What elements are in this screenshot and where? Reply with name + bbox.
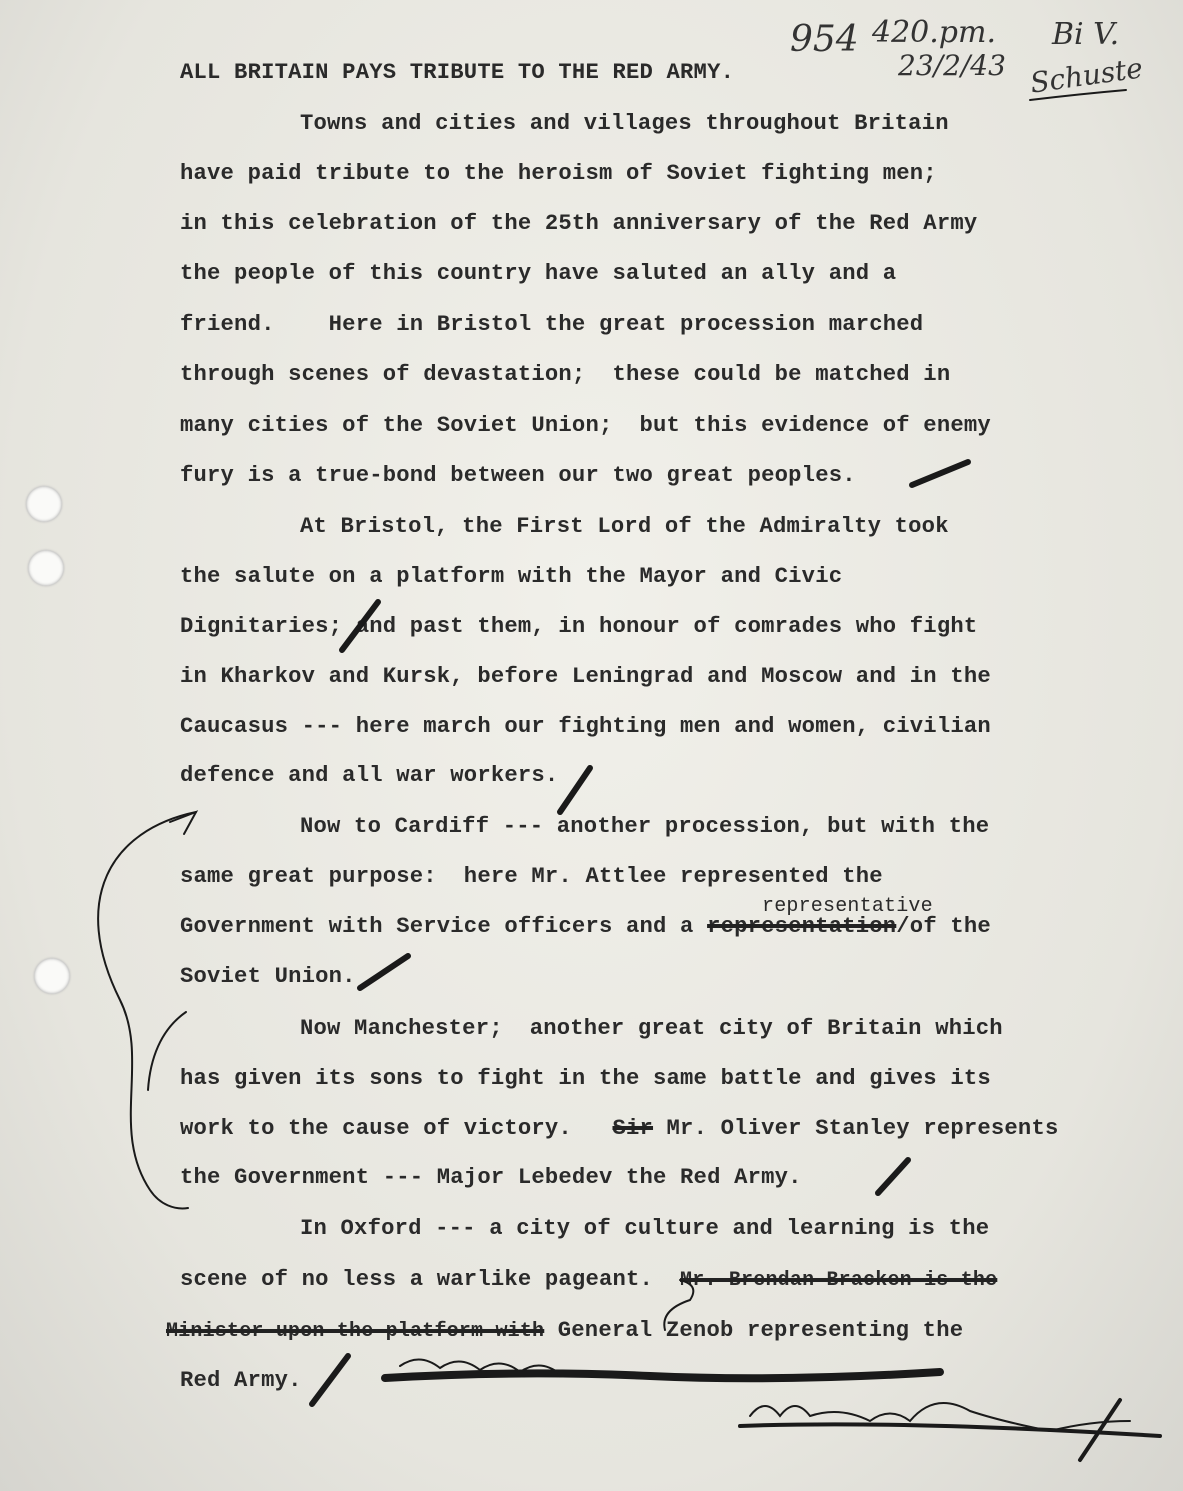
- para3-line3-end: /of the: [896, 914, 991, 939]
- slash-mark: [342, 602, 378, 650]
- para3-insertion: representative: [762, 895, 933, 918]
- handwritten-signature: Schuste: [1028, 51, 1145, 100]
- handwritten-number: 954: [790, 19, 859, 60]
- para5-line3-end: General Zenob representing the: [544, 1318, 964, 1343]
- struck-text: Sir: [612, 1116, 654, 1141]
- handwritten-date: 23/2/43: [898, 49, 1006, 82]
- struck-text: Mr. Brendan Bracken is the: [680, 1269, 998, 1292]
- para3-line3-text: Government with Service officers and a: [180, 914, 708, 939]
- para1-line: in this celebration of the 25th anniversary of the Red Army: [180, 211, 978, 236]
- handwritten-time: 420.pm.: [872, 15, 996, 50]
- insertion-mark: [664, 1280, 693, 1330]
- slash-mark: [878, 1160, 908, 1193]
- para4-line: has given its sons to fight in the same battle and gives its: [180, 1066, 991, 1091]
- para1-line: fury is a true-bond between our two great peoples.: [180, 463, 856, 488]
- para3-line: Now to Cardiff --- another procession, but with the: [300, 814, 990, 839]
- para4-line3-end: Mr. Oliver Stanley represents: [653, 1116, 1059, 1141]
- para2-line: At Bristol, the First Lord of the Admiralty took: [300, 514, 949, 539]
- para4-line3-text: work to the cause of victory.: [180, 1116, 613, 1141]
- slash-mark: [912, 462, 968, 485]
- para3-line: same great purpose: here Mr. Attlee represented the: [180, 864, 883, 889]
- slash-mark: [360, 956, 408, 988]
- para4-line: the Government --- Major Lebedev the Red Army.: [180, 1165, 802, 1190]
- para2-line: Caucasus --- here march our fighting men and women, civilian: [180, 714, 991, 739]
- handwritten-initials: Bi V.: [1052, 17, 1120, 52]
- document-title: ALL BRITAIN PAYS TRIBUTE TO THE RED ARMY.: [180, 60, 735, 85]
- slash-mark: [560, 768, 590, 812]
- para5-line: Red Army.: [180, 1368, 302, 1393]
- para1-line: through scenes of devastation; these could be matched in: [180, 362, 951, 387]
- para4-line: Now Manchester; another great city of Britain which: [300, 1016, 1003, 1041]
- para2-line: Dignitaries; and past them, in honour of comrades who fight: [180, 614, 978, 639]
- para1-line: Towns and cities and villages throughout Britain: [300, 111, 949, 136]
- para2-line: the salute on a platform with the Mayor and Civic: [180, 564, 843, 589]
- para1-line: have paid tribute to the heroism of Soviet fighting men;: [180, 161, 937, 186]
- para1-line: the people of this country have saluted an ally and a: [180, 261, 897, 286]
- struck-text: Minister upon the platform with: [166, 1320, 545, 1343]
- scribble: [385, 1372, 940, 1378]
- struck-text: representation: [707, 914, 897, 939]
- move-arrow: [98, 812, 196, 1208]
- para2-line: in Kharkov and Kursk, before Leningrad and Moscow and in the: [180, 664, 991, 689]
- para5-line2-text: scene of no less a warlike pageant.: [180, 1267, 681, 1292]
- slash-mark: [312, 1356, 348, 1404]
- para5-line: In Oxford --- a city of culture and learning is the: [300, 1216, 990, 1241]
- para1-line: friend. Here in Bristol the great procession marched: [180, 312, 924, 337]
- para1-line: many cities of the Soviet Union; but this evidence of enemy: [180, 413, 991, 438]
- note-underline: [1030, 90, 1126, 100]
- para3-line: Soviet Union.: [180, 964, 356, 989]
- para2-line: defence and all war workers.: [180, 763, 559, 788]
- move-arrow-tail: [148, 1012, 186, 1090]
